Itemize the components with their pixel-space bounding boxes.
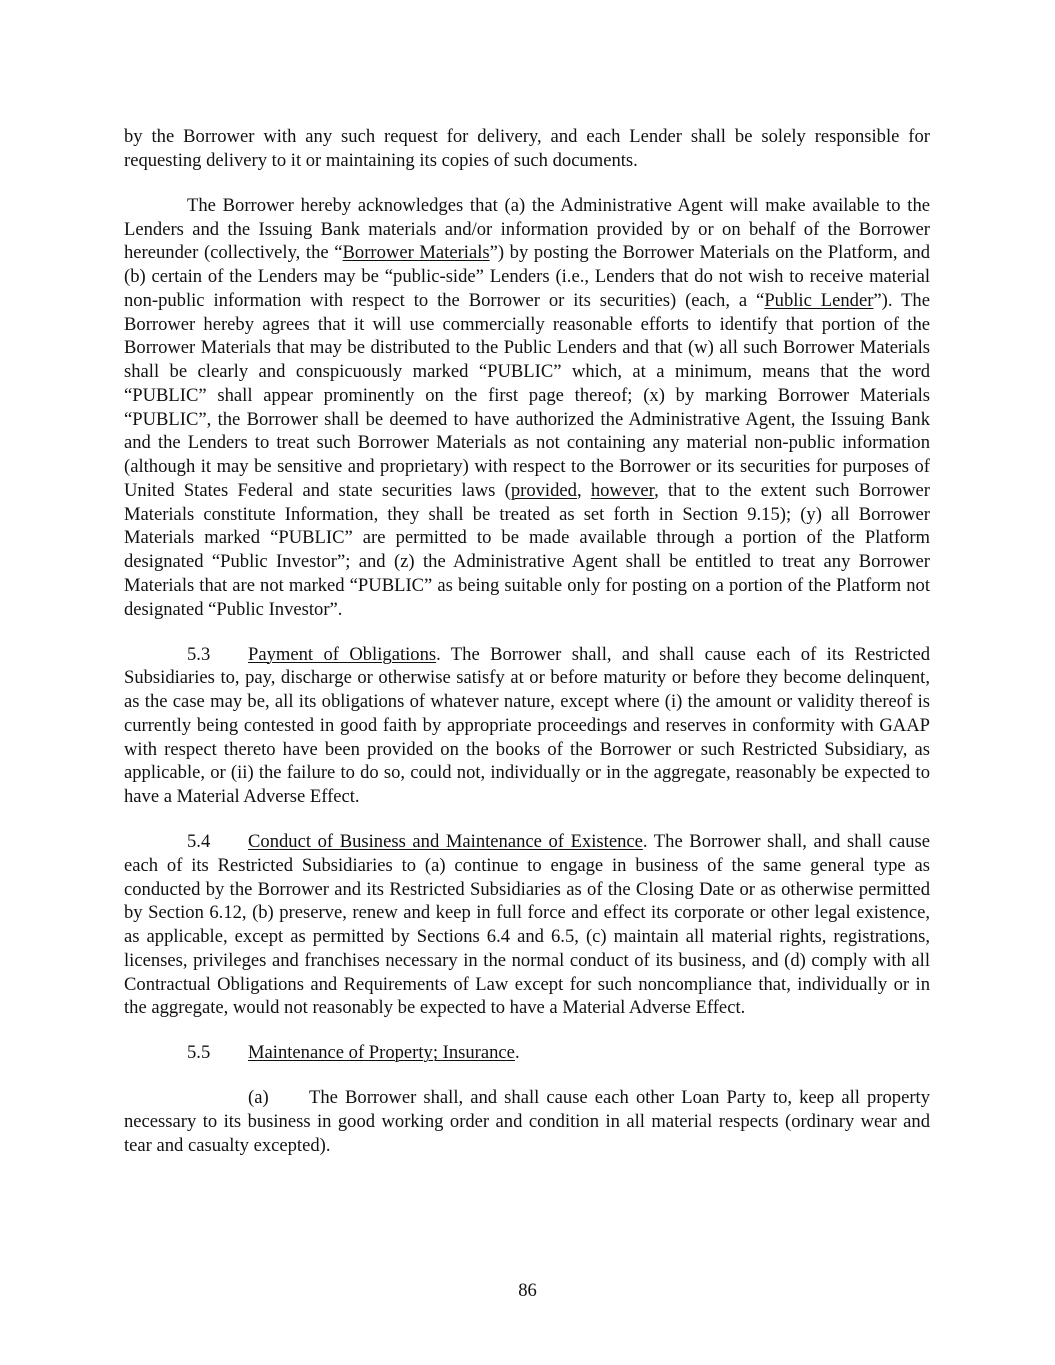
text-segment: . bbox=[514, 1042, 520, 1064]
paragraph bbox=[124, 194, 930, 622]
paragraph bbox=[124, 125, 930, 173]
section-number: (a) bbox=[248, 1087, 269, 1109]
text-segment: . The Borrower shall, and shall cause each of its Restricted Subsidiaries to, pay, discharge or otherwise satisfy at or before maturity or before they become delinquent, as the case may be, all its obligations of whatever nature, except where (i) the amount or validity thereof is currently being contested in good faith by appropriate proceedings and reserves in conformity with GAAP with respect thereto have been provided on the books of the Borrower or such Restricted Subsidiary, as applicable, or (ii) the failure to do so, could not, individually or in the aggregate, reasonably be expected to have a Material Adverse Effect. bbox=[124, 643, 930, 807]
text-segment: The Borrower shall, and shall cause each other Loan Party to, keep all property necessary to its business in good working order and condition in all material respects (ordinary wear and tear and casualty excepted). bbox=[124, 1087, 930, 1156]
section-number: 5.5 bbox=[187, 1042, 211, 1064]
text-segment: ”) by posting the Borrower Materials on the Platform, and (b) certain of the Lenders may be “public-side” Lenders (i.e., Lenders that do not wish to receive material non-public information with respect to the Borrower or its securities) (each, a “ bbox=[124, 242, 931, 311]
text-segment: The Borrower hereby acknowledges that (a) the Administrative Agent will make available to the Lenders and the Issuing Bank materials and/or information provided by or on behalf of the Borrower hereunder (collectively, the “ bbox=[124, 194, 930, 264]
text-segment: by the Borrower with any such request for delivery, and each Lender shall be solely responsible for requesting delivery to it or maintaining its copies of such documents. bbox=[124, 126, 930, 171]
section-paragraph bbox=[124, 830, 930, 1020]
text-segment: , that to the extent such Borrower Materials constitute Information, they shall be treated as set forth in Section 9.15); (y) all Borrower Materials marked “PUBLIC” are permitted to be made available through a portion of the Platform designated “Public Investor”; and (z) the Administrative Agent shall be entitled to treat any Borrower Materials that are not marked “PUBLIC” as being suitable only for posting on a portion of the Platform not designated “Public Investor”. bbox=[124, 479, 930, 620]
document-body bbox=[124, 125, 930, 1179]
text-segment: , bbox=[576, 479, 591, 501]
section-number: 5.3 bbox=[187, 643, 211, 665]
underlined-term: however bbox=[590, 479, 655, 501]
text-segment: ”). The Borrower hereby agrees that it will use commercially reasonable efforts to identify that portion of the Borrower Materials that may be distributed to the Public Lenders and that (w) all such Borrower Materials shall be clearly and conspicuously marked “PUBLIC” which, at a minimum, means that the word “PUBLIC” shall appear prominently on the first page thereof; (x) by marking Borrower Materials “PUBLIC”, the Borrower shall be deemed to have authorized the Administrative Agent, the Issuing Bank and the Lenders to treat such Borrower Materials as not containing any material non-public information (although it may be sensitive and proprietary) with respect to the Borrower or its securities for purposes of United States Federal and state securities laws ( bbox=[124, 289, 930, 501]
underlined-term: Conduct of Business and Maintenance of Existence bbox=[248, 831, 643, 852]
underlined-term: Maintenance of Property; Insurance bbox=[248, 1042, 515, 1064]
underlined-term: Public Lender bbox=[764, 289, 874, 311]
underlined-term: Payment of Obligations bbox=[248, 643, 437, 665]
section-paragraph bbox=[124, 1041, 930, 1065]
page-number: 86 bbox=[518, 1280, 537, 1301]
text-segment: . The Borrower shall, and shall cause each of its Restricted Subsidiaries to (a) continue to engage in business of the same general type as conducted by the Borrower and its Restricted Subsidiaries as of the Closing Date or as otherwise permitted by Section 6.12, (b) preserve, renew and keep in full force and effect its corporate or other legal existence, as applicable, except as permitted by Sections 6.4 and 6.5, (c) maintain all material rights, registrations, licenses, privileges and franchises necessary in the normal conduct of its business, and (d) comply with all Contractual Obligations and Requirements of Law except for such noncompliance that, individually or in the aggregate, would not reasonably be expected to have a Material Adverse Effect. bbox=[124, 831, 930, 1019]
section-number: 5.4 bbox=[187, 831, 211, 852]
underlined-term: provided bbox=[510, 479, 577, 501]
section-paragraph bbox=[124, 1086, 930, 1157]
underlined-term: Borrower Materials bbox=[342, 242, 490, 264]
section-paragraph bbox=[124, 643, 930, 809]
